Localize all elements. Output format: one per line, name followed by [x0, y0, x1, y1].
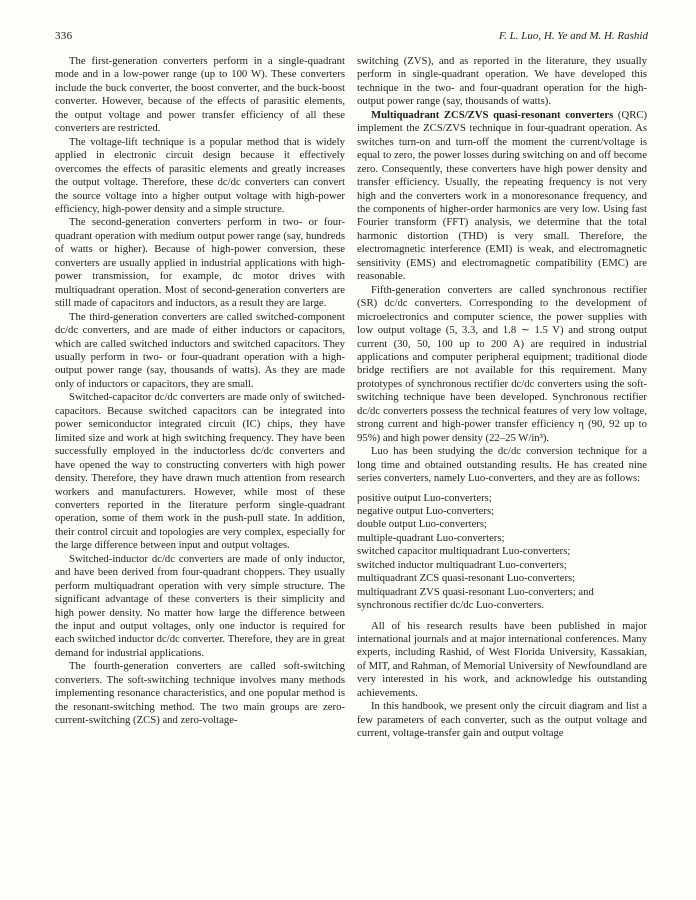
paragraph-text: (QRC) implement the ZCS/ZVS technique in four-quadrant operation. As switches turn-on and turn-off the moment the current/voltage is equal to zero, the power losses during switching on and off become zero. Consequently, these converters have high power density and transfer efficiency. Usually, the repeating frequency is not very high and the converters work in a monoresonance frequency, and the components of higher-order harmonics are very low. Using fast Fourier transform (FFT) analysis, we determine that the total harmonic distortion (THD) is very small. Therefore, the electromagnetic interference (EMI) is weak, and electromagnetic sensitivity (EMS) and electromagnetic compatibility (EMC) are reasonable. [357, 108, 648, 283]
list-item: synchronous rectifier dc/dc Luo-converters. [357, 599, 544, 612]
paragraph-research-results: All of his research results have been published in major international journals and at major international conferences. Many experts, including Rashid, of West Florida University, Kassakian, of MIT, and Rahman, of Memorial University of Newfoundland are very interested in his work, and acknowledge his outstanding achievements. [357, 619, 647, 699]
list-item: multiple-quadrant Luo-converters; [357, 531, 505, 544]
list-item: double output Luo-converters; [357, 518, 487, 531]
paragraph-second-generation: The second-generation converters perform in two- or four-quadrant operation with medium output power range (say, hundreds of watts or higher). Because of high-power conversion, these converters are usually applied in industrial applications with high-power transmission, for example, dc motor drives with multiquadrant operation. Most of second-generation converters are still made of capacitors and inductors, as a result they are large. [55, 216, 345, 310]
paragraph-multiquadrant-qrc [357, 109, 647, 284]
paragraph-switched-capacitor: Switched-capacitor dc/dc converters are made only of switched-capacitors. Because switched capacitors can be integrated into power semiconductor integrated circuit (IC) chips, they have limited size and work at high switching frequency. They have been successfully employed in the inductorless dc/dc converters and have opened the way to constructing converters with high power density. Therefore, they have drawn much attention from research workers and manufacturers. However, while most of these converters reported in the literature perform single-quadrant operation, some of them work in the push-pull state. In addition, their control circuit and topologies are very complex, especially for the large difference between input and output voltages. [55, 391, 345, 552]
paragraph-voltage-lift: The voltage-lift technique is a popular method that is widely applied in electronic circuit design because it effectively overcomes the effects of parasitic elements and greatly increases the output voltage. Therefore, these dc/dc converters can convert the source voltage into a higher output voltage with high-power efficiency, high-power density and a simple structure. [55, 135, 345, 215]
page-header [55, 30, 648, 42]
paragraph-zvs-continuation: switching (ZVS), and as reported in the literature, they usually perform in single-quadrant operation. We have developed this technique in the two- and four-quadrant operation for the high-output power range (say, thousands of watts). [357, 55, 647, 108]
running-head: F. L. Luo, H. Ye and M. H. Rashid [498, 30, 648, 42]
right-column [357, 55, 647, 741]
paragraph-fifth-generation: Fifth-generation converters are called synchronous rectifier (SR) dc/dc converters. Corresponding to the development of microelectronics and computer science, the power supplies with low output voltage (5, 3.3, and 1.8 ∼ 1.5 V) and strong output current (30, 50, 100 up to 200 A) are required in industrial applications and computer peripheral equipment; traditional diode bridge rectifiers are not available for this requirement. Many prototypes of synchronous rectifier dc/dc converters using the soft-switching technique have been developed. Synchronous rectifier dc/dc converters possess the technical features of very low voltage, strong current and high-power transfer efficiency η (90, 92 up to 95%) and high power density (22–25 W/in³). [357, 283, 647, 444]
paragraph-third-generation: The third-generation converters are called switched-component dc/dc converters, and are made of either inductors or capacitors, which are called switched inductors and switched capacitors. They usually perform in two- or four-quadrant operation with a high-output power range (say, thousands of watts). As they are made only of inductors or capacitors, they are small. [55, 310, 345, 390]
text-columns [55, 55, 648, 741]
bold-lead-multiquadrant: Multiquadrant ZCS/ZVS quasi-resonant converters [371, 108, 614, 121]
page-number: 336 [55, 30, 73, 42]
left-column [55, 55, 345, 741]
paragraph-first-generation: The first-generation converters perform in a single-quadrant mode and in a low-power range (up to 100 W). These converters include the buck converter, the boost converter, and the buck-boost converter. However, because of the effects of parasitic elements, the output voltage and power transfer efficiency of all these converters are restricted. [55, 55, 345, 135]
luo-converter-list [357, 492, 647, 613]
list-item: switched inductor multiquadrant Luo-converters; [357, 558, 567, 571]
list-item: multiquadrant ZVS quasi-resonant Luo-converters; and [357, 585, 594, 598]
list-item: negative output Luo-converters; [357, 504, 495, 517]
paragraph-handbook-note: In this handbook, we present only the circuit diagram and list a few parameters of each converter, such as the output voltage and current, voltage-transfer gain and output voltage [357, 700, 647, 740]
list-item: positive output Luo-converters; [357, 491, 492, 504]
paragraph-fourth-generation: The fourth-generation converters are called soft-switching converters. The soft-switching technique involves many methods implementing resonance characteristics, and one popular method is the resonant-switching method. The two main groups are zero-current-switching (ZCS) and zero-voltage- [55, 660, 345, 727]
list-item: switched capacitor multiquadrant Luo-converters; [357, 545, 571, 558]
paragraph-switched-inductor: Switched-inductor dc/dc converters are made of only inductor, and have been derived from four-quadrant choppers. They usually perform multiquadrant operation with very simple structure. The significant advantage of these converters is their simplicity and high power density. No matter how large the difference between the input and output voltages, only one inductor is required for each switched inductor dc/dc converter. Therefore, they are in great demand for industrial applications. [55, 552, 345, 659]
paragraph-luo-intro: Luo has been studying the dc/dc conversion technique for a long time and obtained outstanding results. He has created nine series converters, namely Luo-converters, and they are as follows: [357, 445, 647, 485]
list-item: multiquadrant ZCS quasi-resonant Luo-converters; [357, 572, 576, 585]
